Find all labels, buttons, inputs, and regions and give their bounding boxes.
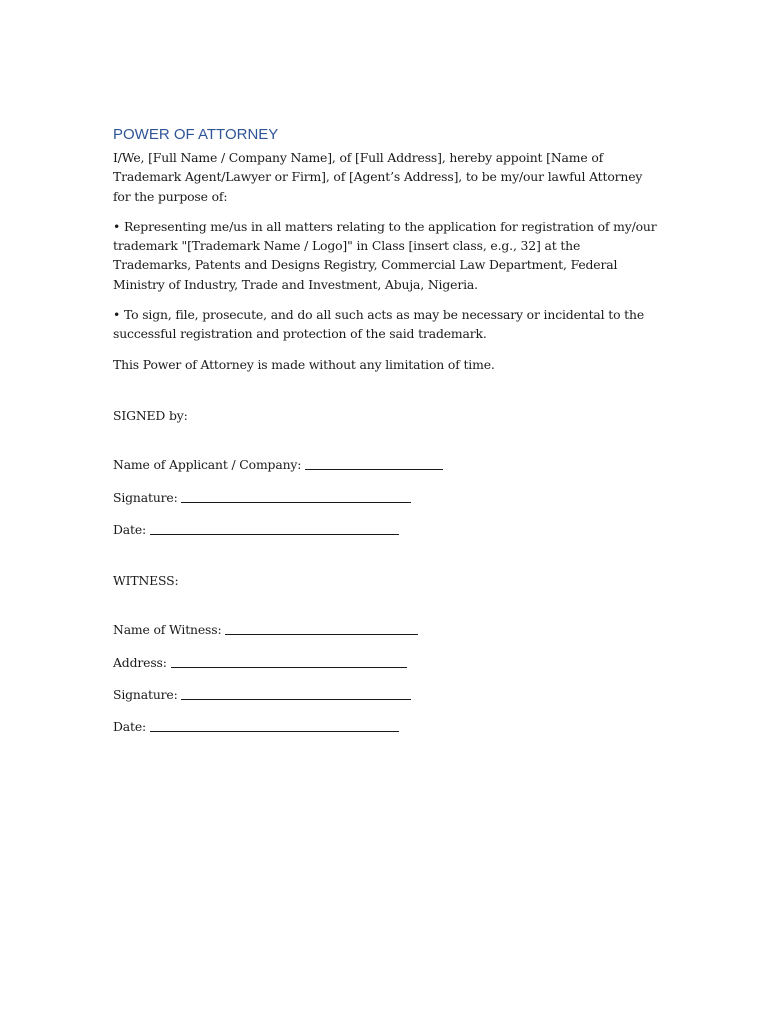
witness-date-label: Date: xyxy=(113,719,147,735)
witness-date-field xyxy=(113,717,658,736)
applicant-section xyxy=(113,455,658,539)
intro-paragraph: I/We, [Full Name / Company Name], of [Full Address], hereby appoint [Name of Trademark Agent/Lawyer or Firm], of [Agent’s Address], to be my/our lawful Attorney for the purpose of: xyxy=(113,150,643,204)
document-title: POWER OF ATTORNEY xyxy=(113,126,279,143)
applicant-name-blank[interactable] xyxy=(305,468,443,470)
bullet-representation: • Representing me/us in all matters relating to the application for registration of my/our trademark "[Trademark Name / Logo]" in Class [insert class, e.g., 32] at the Trademarks, Patents and Designs Registry, Commercial Law Department, Federal Ministry of Industry, Trade and Investment, Abuja, Nigeria. xyxy=(113,218,657,292)
applicant-date-field xyxy=(113,520,658,539)
applicant-date-blank[interactable] xyxy=(150,533,399,535)
applicant-signature-label: Signature: xyxy=(113,489,178,505)
signed-heading: SIGNED by: xyxy=(113,407,188,423)
witness-signature-blank[interactable] xyxy=(181,698,411,700)
witness-heading: WITNESS: xyxy=(113,573,179,589)
witness-address-field xyxy=(113,653,658,672)
witness-address-blank[interactable] xyxy=(171,666,407,668)
document-page xyxy=(113,124,658,750)
witness-date-blank[interactable] xyxy=(150,730,399,732)
applicant-name-field xyxy=(113,455,658,474)
witness-signature-field xyxy=(113,685,658,704)
limitation-paragraph: This Power of Attorney is made without any limitation of time. xyxy=(113,356,495,372)
applicant-name-label: Name of Applicant / Company: xyxy=(113,457,302,473)
applicant-signature-field xyxy=(113,488,658,507)
witness-name-label: Name of Witness: xyxy=(113,622,222,638)
witness-name-blank[interactable] xyxy=(225,633,418,635)
applicant-date-label: Date: xyxy=(113,521,147,537)
witness-address-label: Address: xyxy=(113,654,167,670)
witness-section xyxy=(113,620,658,736)
bullet-acts: • To sign, file, prosecute, and do all such acts as may be necessary or incidental to the successful registration and protection of the said trademark. xyxy=(113,307,645,342)
applicant-signature-blank[interactable] xyxy=(181,501,411,503)
witness-signature-label: Signature: xyxy=(113,687,178,703)
witness-name-field xyxy=(113,620,658,639)
